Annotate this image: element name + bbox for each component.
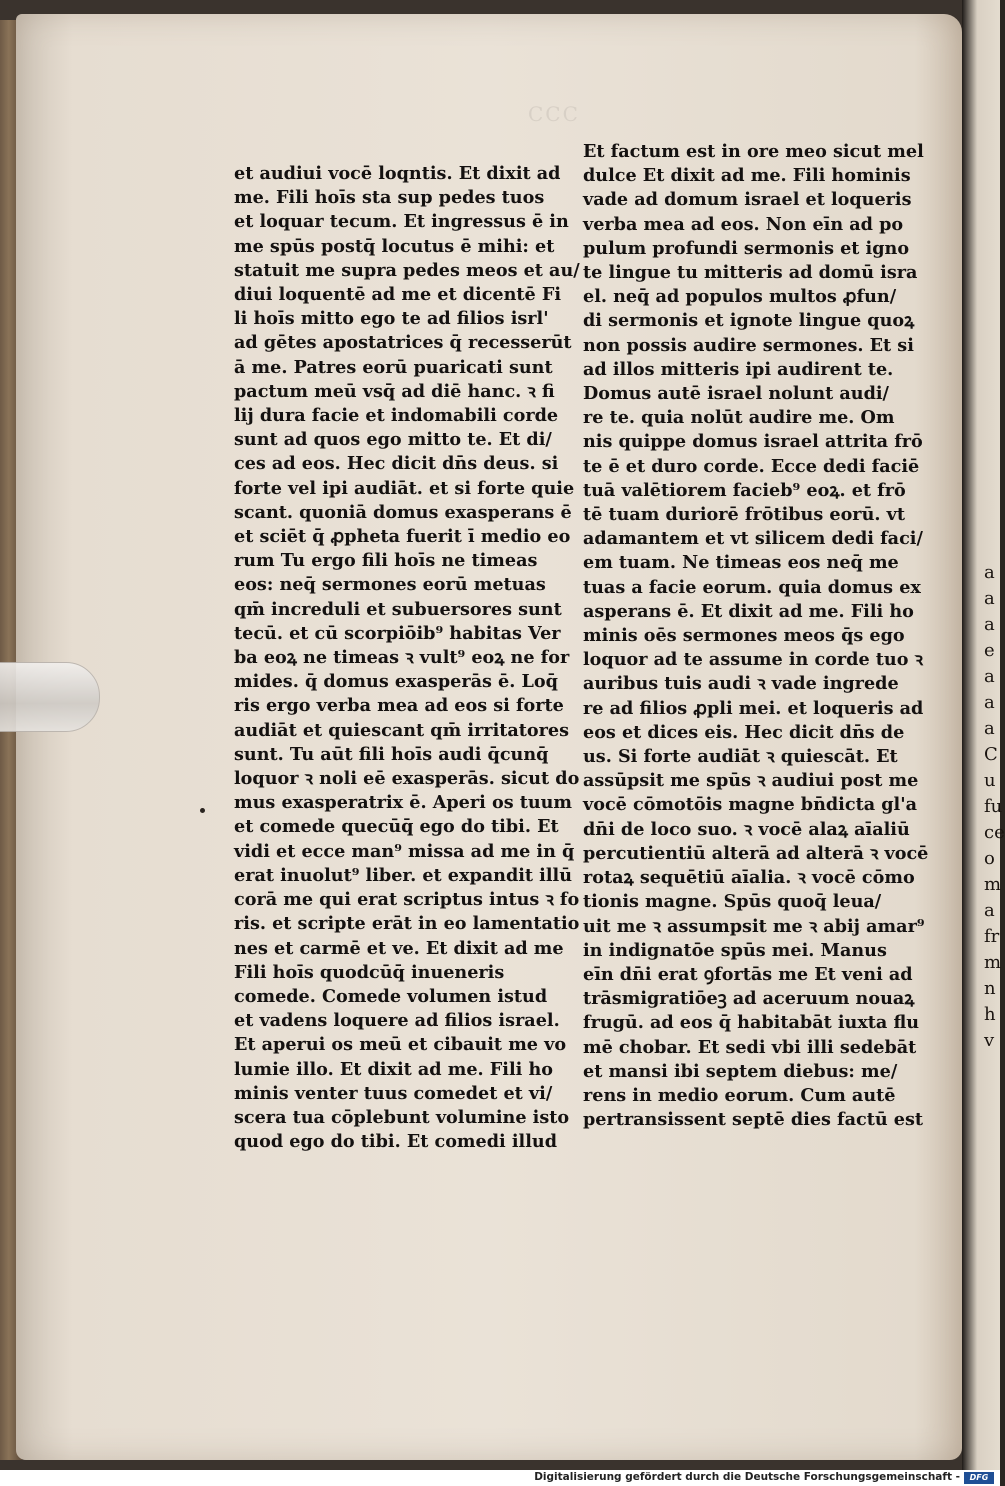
text-line: sunt ad quos ego mitto te. Et di/ [234, 429, 552, 451]
text-line: asperans ē. Et dixit ad me. Fili ho [583, 600, 914, 622]
text-line: quod ego do tibi. Et comedi illud [234, 1131, 557, 1153]
facing-letter: m [984, 952, 1002, 973]
facing-letter: a [984, 588, 995, 609]
text-column-right [583, 140, 929, 1132]
text-line: ad gētes apostatrices q̄ recesserūt [234, 332, 572, 354]
facing-letter: v [984, 1030, 995, 1051]
text-line: nis quippe domus israel attrita frō [583, 431, 923, 453]
text-line: ces ad eos. Hec dicit dn̄s deus. si [234, 453, 559, 475]
text-line: em tuam. Ne timeas eos neq̄ me [583, 552, 899, 574]
text-line: vidi et ecce man⁹ missa ad me in q̄ [234, 840, 575, 862]
text-line: rotaꝝ sequētiū aīalia. ꝛ vocē cōmo [583, 867, 915, 889]
text-line: verba mea ad eos. Non eīn ad po [583, 213, 904, 235]
text-line: vocē cōmotōis magne bn̄dicta gl'a [583, 794, 918, 816]
text-line: auribus tuis audi ꝛ vade ingrede [583, 673, 899, 695]
facing-letter: a [984, 692, 995, 713]
facing-letter: m [984, 874, 1002, 895]
facing-letter: a [984, 614, 995, 635]
facing-page-text [984, 560, 1005, 1054]
text-line: et sciēt q̄ ꝓpheta fuerit ī medio eo [234, 526, 571, 548]
facing-letter: a [984, 900, 995, 921]
text-line: el. neq̄ ad populos multos ꝓfun/ [583, 286, 897, 308]
text-line: rens in medio eorum. Cum autē [583, 1084, 896, 1106]
text-line: scant. quoniā domus exasperans ē [234, 501, 572, 523]
text-line: eīn dn̄i erat ꝯfortās me Et veni ad [583, 963, 913, 985]
text-line: scera tua cōplebunt volumine isto [234, 1106, 570, 1128]
text-line: ā me. Patres eorū puaricati sunt [234, 356, 553, 378]
text-line: tuā valētiorem facieb⁹ eoꝝ. et frō [583, 479, 906, 501]
text-line: ris. et scripte erāt in eo lamentatio [234, 913, 580, 935]
page-clip-marker [0, 662, 100, 732]
text-line: et mansi ibi septem diebus: me/ [583, 1060, 898, 1082]
facing-letter: a [984, 666, 995, 687]
text-line: tē tuam duriorē frōtibus eorū. vt [583, 504, 905, 526]
text-line: eos et dices eis. Hec dicit dn̄s de [583, 721, 905, 743]
facing-letter: h [984, 1004, 996, 1025]
text-line: et audiui vocē loqntis. Et dixit ad [234, 163, 561, 184]
faint-folio-header: CCC [528, 102, 580, 126]
text-line: lij dura facie et indomabili corde [234, 405, 559, 427]
facing-letter: fu [984, 796, 1003, 817]
facing-letter: fr [984, 926, 1000, 947]
text-line: in indignatōe spūs mei. Manus [583, 939, 887, 961]
text-line: rum Tu ergo fili hoīs ne timeas [234, 550, 538, 572]
text-line: lumie illo. Et dixit ad me. Fili ho [234, 1058, 553, 1080]
text-line: us. Si forte audiāt ꝛ quiescāt. Et [583, 746, 898, 768]
text-line: forte vel ipi audiāt. et si forte quie [234, 477, 575, 499]
text-line: te lingue tu mitteris ad domū isra [583, 262, 918, 284]
text-line: percutientiū alterā ad alterā ꝛ vocē [583, 842, 929, 864]
text-column-left [234, 162, 580, 1154]
text-line: te ē et duro corde. Ecce dedi faciē [583, 455, 920, 477]
text-line: diui loquentē ad me et dicentē Fi [234, 284, 562, 306]
text-line: eos: neq̄ sermones eorū metuas [234, 574, 546, 596]
text-line: statuit me supra pedes meos et au/ [234, 259, 580, 281]
text-line: dn̄i de loco suo. ꝛ vocē alaꝝ aīaliū [583, 818, 910, 840]
text-line: re te. quia nolūt audire me. Om [583, 407, 895, 429]
text-line: Fili hoīs quodcūq̄ inueneris [234, 961, 505, 983]
text-line: tionis magne. Spūs quoq̄ leua/ [583, 891, 882, 913]
text-line: ba eoꝝ ne timeas ꝛ vult⁹ eoꝝ ne for [234, 647, 570, 669]
dfg-logo: DFG [964, 1472, 994, 1484]
text-line: dulce Et dixit ad me. Fili hominis [583, 165, 911, 187]
text-line: et loquar tecum. Et ingressus ē in [234, 211, 569, 233]
text-line: assūpsit me spūs ꝛ audiui post me [583, 770, 919, 792]
text-line: minis venter tuus comedet et vi/ [234, 1082, 553, 1104]
facing-letter: n [984, 978, 996, 999]
text-line: ad illos mitteris ipi audirent te. [583, 358, 894, 380]
facing-letter: ce [984, 822, 1005, 843]
facing-letter: u [984, 770, 996, 791]
text-line: Et aperui os meū et cibauit me vo [234, 1034, 567, 1056]
text-line: vade ad domum israel et loqueris [583, 189, 912, 211]
text-line: minis oēs sermones meos q̄s ego [583, 625, 905, 647]
facing-letter: o [984, 848, 995, 869]
text-line: et comede quecūq̄ ego do tibi. Et [234, 816, 559, 838]
text-line: frugū. ad eos q̄ habitabāt iuxta flu [583, 1012, 920, 1034]
text-line: mides. q̄ domus exasperās ē. Loq̄ [234, 671, 558, 693]
text-line: li hoīs mitto ego te ad filios isrl' [234, 308, 549, 330]
text-line: et vadens loquere ad filios israel. [234, 1010, 560, 1032]
text-line: loquor ad te assume in corde tuo ꝛ [583, 649, 923, 671]
text-line: me spūs postq̄ locutus ē mihi: et [234, 235, 555, 257]
text-line: tuas a facie eorum. quia domus ex [583, 576, 921, 598]
text-line: tecū. et cū scorpiōib⁹ habitas Ver [234, 622, 561, 644]
text-line: adamantem et vt silicem dedi faci/ [583, 528, 923, 550]
text-line: non possis audire sermones. Et si [583, 334, 914, 356]
text-line: qm̄ increduli et subuersores sunt [234, 598, 562, 620]
digitization-credit: Digitalisierung gefördert durch die Deutsche Forschungsgemeinschaft - [534, 1471, 960, 1483]
text-line: mē chobar. Et sedi vbi illi sedebāt [583, 1036, 917, 1058]
text-line: pactum meū vsq̄ ad diē hanc. ꝛ fi [234, 380, 555, 402]
text-line: mus exasperatrix ē. Aperi os tuum [234, 792, 573, 814]
text-line: nes et carmē et ve. Et dixit ad me [234, 937, 564, 959]
text-line: pulum profundi sermonis et igno [583, 237, 910, 259]
facing-letter: e [984, 640, 995, 661]
text-line: loquor ꝛ noli eē exasperās. sicut do [234, 768, 580, 790]
text-line: ris ergo verba mea ad eos si forte [234, 695, 564, 717]
facing-letter: a [984, 562, 995, 583]
facing-letter: a [984, 718, 995, 739]
text-line: Domus autē israel nolunt audi/ [583, 383, 889, 405]
ink-dot [200, 808, 205, 813]
text-line: di sermonis et ignote lingue quoꝝ [583, 310, 915, 332]
facing-letter: C [984, 744, 998, 765]
text-line: erat inuolut⁹ liber. et expandit illū [234, 864, 573, 886]
text-line: audiāt et quiescant qm̄ irritatores [234, 719, 570, 741]
text-line: sunt. Tu aūt fili hoīs audi q̄cunq̄ [234, 743, 549, 765]
text-line: corā me qui erat scriptus intus ꝛ fo [234, 889, 580, 911]
text-line: uit me ꝛ assumpsit me ꝛ abij amar⁹ [583, 915, 925, 937]
text-line: Et factum est in ore meo sicut mel [583, 141, 924, 162]
text-line: me. Fili hoīs sta sup pedes tuos [234, 187, 545, 209]
text-line: pertransissent septē dies factū est [583, 1109, 923, 1131]
text-line: comede. Comede volumen istud [234, 985, 548, 1007]
text-line: trāsmigratiōeꝫ ad aceruum nouaꝝ [583, 988, 915, 1010]
text-line: re ad filios ꝓpli mei. et loqueris ad [583, 697, 924, 719]
